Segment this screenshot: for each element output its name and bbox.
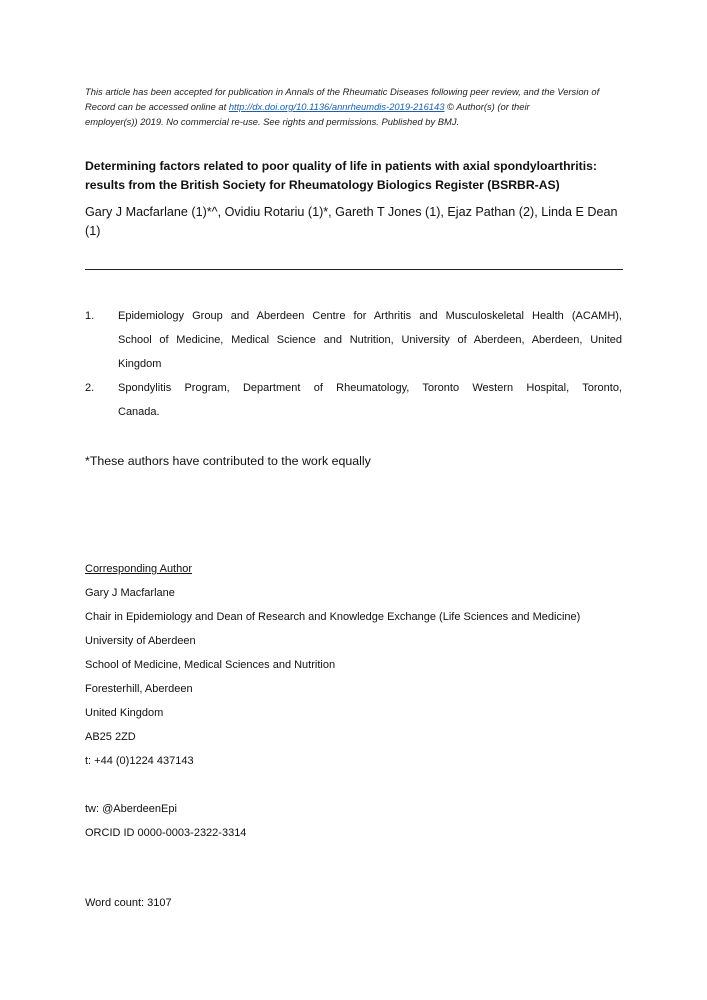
author-list (85, 203, 625, 241)
affiliation-number: 2. (85, 382, 95, 394)
corresponding-university: University of Aberdeen (85, 635, 196, 647)
corresponding-twitter: tw: @AberdeenEpi (85, 803, 177, 815)
corresponding-orcid: ORCID ID 0000-0003-2322-3314 (85, 827, 247, 839)
corresponding-role: Chair in Epidemiology and Dean of Research and Knowledge Exchange (Life Sciences and Medicine) (85, 611, 581, 623)
doi-link[interactable]: http://dx.doi.org/10.1136/annrheumdis-2019-216143 (228, 101, 445, 112)
title-line: results from the British Society for Rheumatology Biologics Register (BSRBR-AS) (85, 178, 560, 192)
affiliation-line: Spondylitis Program, Department of Rheumatology, Toronto Western Hospital, Toronto, (118, 382, 622, 394)
affiliation-2 (85, 376, 622, 424)
corresponding-postcode: AB25 2ZD (85, 731, 136, 743)
corresponding-address: Foresterhill, Aberdeen (85, 683, 193, 695)
corresponding-school: School of Medicine, Medical Sciences and Nutrition (85, 659, 336, 671)
notice-line: This article has been accepted for publication in Annals of the Rheumatic Diseases following peer review, and the Version of (85, 86, 600, 97)
corresponding-author-block (85, 557, 580, 845)
publication-notice (85, 84, 622, 129)
equal-contribution-note: *These authors have contributed to the work equally (85, 454, 371, 468)
title-line: Determining factors related to poor quality of life in patients with axial spondyloarthritis: (85, 159, 597, 173)
word-count: Word count: 3107 (85, 897, 172, 909)
affiliation-line: Kingdom (118, 358, 162, 370)
corresponding-phone: t: +44 (0)1224 437143 (85, 755, 194, 767)
notice-text: © Author(s) (or their (444, 101, 530, 112)
authors-line: Gary J Macfarlane (1)*^, Ovidiu Rotariu (1)*, Gareth T Jones (1), Ejaz Pathan (2), Linda E Dean (85, 205, 618, 219)
article-title (85, 157, 625, 195)
corresponding-country: United Kingdom (85, 707, 164, 719)
corresponding-name: Gary J Macfarlane (85, 587, 175, 599)
authors-line: (1) (85, 224, 101, 238)
notice-line: employer(s)) 2019. No commercial re-use. See rights and permissions. Published by BMJ. (85, 116, 460, 127)
affiliation-line: School of Medicine, Medical Science and Nutrition, University of Aberdeen, Aberdeen, United (118, 334, 622, 346)
affiliation-line: Epidemiology Group and Aberdeen Centre for Arthritis and Musculoskeletal Health (ACAMH), (118, 310, 622, 322)
notice-text: Record can be accessed online at (85, 101, 229, 112)
affiliation-1 (85, 304, 622, 376)
corresponding-heading: Corresponding Author (85, 563, 193, 575)
divider (85, 269, 623, 270)
affiliation-line: Canada. (118, 406, 160, 418)
affiliation-number: 1. (85, 310, 95, 322)
notice-line (85, 99, 622, 114)
spacer (85, 773, 580, 797)
